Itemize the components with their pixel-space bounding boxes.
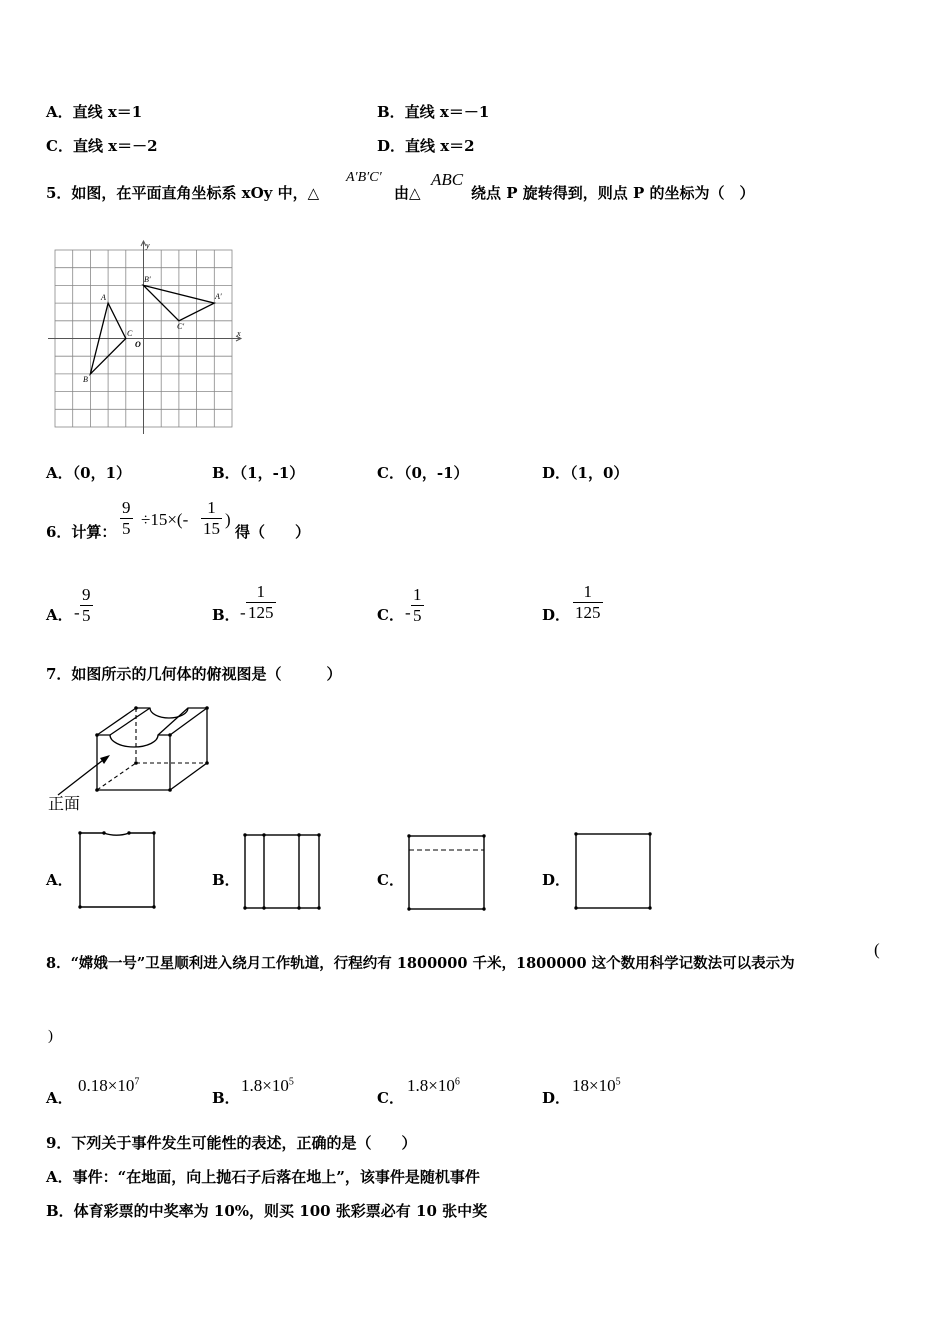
q4-option-d: D．直线 x＝2 (377, 137, 475, 155)
q8-option-c-base: 1.8×10 (407, 1076, 455, 1095)
q5-point-b1-label: B′ (144, 275, 151, 284)
q7-option-a-label: A． (46, 871, 73, 889)
q4-option-b: B．直线 x＝－1 (377, 103, 490, 121)
q9-stem: 9．下列关于事件发生可能性的表述，正确的是（ ） (46, 1134, 417, 1152)
q6-fraction-2-num: 1 (207, 498, 216, 517)
q8-option-b-label: B． (212, 1089, 240, 1107)
q5-option-d: D．（1，0） (542, 464, 629, 482)
q5-stem-prefix: 5．如图，在平面直角坐标系 xOy 中，△ (46, 184, 320, 202)
q6-option-a-label: A． (46, 606, 73, 624)
q8-option-a-value (78, 1076, 139, 1096)
q6-fraction-2-den: 15 (203, 519, 220, 538)
q8-option-c-label: C． (377, 1089, 404, 1107)
q5-point-b-label: B (83, 375, 88, 384)
q6-stem-suffix: 得（ ） (235, 523, 311, 541)
q8-option-d-exp: 5 (615, 1076, 621, 1088)
q5-axis-x-label: x (237, 329, 241, 338)
q6-option-d-num: 1 (583, 582, 592, 601)
q8-option-a-exp: 7 (134, 1076, 140, 1088)
q6-option-b-sign: - (240, 603, 246, 622)
q5-point-c1-label: C′ (177, 322, 185, 331)
q7-option-c-view (409, 836, 484, 909)
q6-stem-prefix: 6．计算： (46, 523, 117, 541)
q8-option-a-base: 0.18×10 (78, 1076, 135, 1095)
q5-stem-mid: 由△ (394, 184, 421, 202)
q8-stem: 8．“嫦娥一号”卫星顺利进入绕月工作轨道，行程约有 1800000 千米，1800000 这个数用科学记数法可以表示为 (46, 955, 795, 972)
q7-option-c-label: C． (377, 871, 404, 889)
q6-fraction-1-den: 5 (122, 519, 131, 538)
q8-close-paren: ) (48, 1028, 53, 1044)
q5-option-b: B．（1，-1） (212, 464, 305, 482)
q5-point-a-label: A (101, 293, 106, 302)
q5-axis-y-label: y (146, 241, 150, 250)
q7-front-label: 正面 (48, 794, 81, 813)
q7-option-b-view (245, 835, 319, 908)
q6-option-c-label: C． (377, 606, 404, 624)
q8-option-d-value (572, 1076, 621, 1096)
q5-point-c-label: C (127, 329, 133, 338)
q6-option-c-num: 1 (413, 585, 422, 604)
q8-option-b-base: 1.8×10 (241, 1076, 289, 1095)
q6-option-a-den: 5 (82, 606, 91, 625)
q6-option-d-label: D． (542, 606, 571, 624)
q6-option-a-num: 9 (82, 585, 91, 604)
q6-option-d-den: 125 (575, 603, 601, 622)
q9-option-b: B．体育彩票的中奖率为 10%，则买 100 张彩票必有 10 张中奖 (46, 1202, 488, 1220)
q8-option-c-exp: 6 (454, 1076, 460, 1088)
q7-option-d-view (576, 834, 650, 908)
q5-point-a1-label: A′ (215, 292, 222, 301)
q6-option-c-den: 5 (413, 606, 422, 625)
q5-origin-label: O (135, 340, 141, 349)
q9-option-a: A．事件：“在地面，向上抛石子后落在地上”，该事件是随机事件 (46, 1168, 480, 1186)
q6-option-a-sign: - (74, 603, 80, 622)
q6-fraction-1-num: 9 (122, 498, 131, 517)
q6-option-b-num: 1 (256, 582, 265, 601)
q8-option-b-exp: 5 (288, 1076, 294, 1088)
q4-option-c: C．直线 x＝－2 (46, 137, 158, 155)
q5-triangle-primed: A′B′C′ (346, 170, 382, 185)
q6-close-paren: ) (225, 510, 231, 529)
q6-operator: ÷15×(- (141, 510, 189, 529)
q5-option-a: A．（0，1） (46, 464, 132, 482)
q8-option-d-label: D． (542, 1089, 571, 1107)
q5-option-c: C．（0，-1） (377, 464, 469, 482)
q4-option-a: A．直线 x＝1 (46, 103, 143, 121)
q7-stem: 7．如图所示的几何体的俯视图是（ ） (46, 665, 342, 683)
q6-option-c-sign: - (405, 603, 411, 622)
q7-option-d-label: D． (542, 871, 571, 889)
q8-option-d-base: 18×10 (572, 1076, 616, 1095)
q8-option-c-value (407, 1076, 460, 1096)
q8-option-a-label: A． (46, 1089, 73, 1107)
q8-open-paren: ( (874, 940, 880, 959)
q5-triangle-abc: ABC (431, 170, 464, 189)
q5-stem-suffix: 绕点 P 旋转得到，则点 P 的坐标为（ ） (471, 184, 755, 202)
q7-option-a-view (80, 833, 154, 907)
q7-option-b-label: B． (212, 871, 240, 889)
q8-option-b-value (241, 1076, 294, 1096)
q6-option-b-den: 125 (248, 603, 274, 622)
q6-option-b-label: B． (212, 606, 240, 624)
